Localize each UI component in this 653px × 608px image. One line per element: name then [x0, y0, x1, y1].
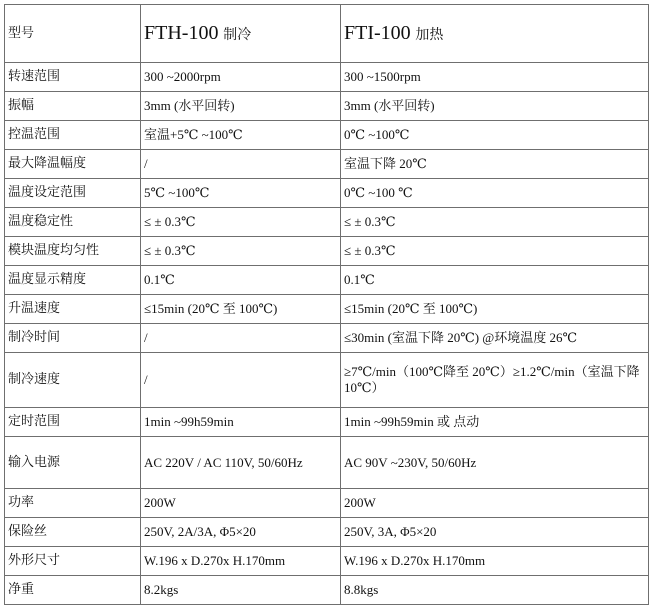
table-row [5, 121, 649, 150]
fth-value: 300 ~2000rpm [141, 63, 341, 92]
fti-value: 8.8kgs [341, 576, 649, 605]
row-label: 净重 [5, 576, 141, 605]
table-header-row [5, 5, 649, 63]
row-label: 升温速度 [5, 295, 141, 324]
spec-table [4, 4, 649, 605]
header-fth-cell [141, 5, 341, 63]
table-row [5, 63, 649, 92]
fth-value: / [141, 353, 341, 408]
header-label: 型号 [5, 5, 141, 63]
header-fti-cell [341, 5, 649, 63]
fth-value: ≤ ± 0.3℃ [141, 208, 341, 237]
row-label: 定时范围 [5, 408, 141, 437]
fth-value: ≤15min (20℃ 至 100℃) [141, 295, 341, 324]
row-label: 温度稳定性 [5, 208, 141, 237]
row-label: 控温范围 [5, 121, 141, 150]
fti-value: 300 ~1500rpm [341, 63, 649, 92]
fth-value: 3mm (水平回转) [141, 92, 341, 121]
fth-value: 室温+5℃ ~100℃ [141, 121, 341, 150]
fti-value: 3mm (水平回转) [341, 92, 649, 121]
row-label: 外形尺寸 [5, 547, 141, 576]
table-row [5, 437, 649, 489]
fti-value: 0.1℃ [341, 266, 649, 295]
table-row [5, 408, 649, 437]
row-label: 温度设定范围 [5, 179, 141, 208]
fti-value: 0℃ ~100℃ [341, 121, 649, 150]
table-row [5, 92, 649, 121]
fti-value: ≤ ± 0.3℃ [341, 208, 649, 237]
table-row [5, 489, 649, 518]
fti-value: 200W [341, 489, 649, 518]
fti-value: 1min ~99h59min 或 点动 [341, 408, 649, 437]
row-label: 最大降温幅度 [5, 150, 141, 179]
fti-value: ≤15min (20℃ 至 100℃) [341, 295, 649, 324]
fti-value: W.196 x D.270x H.170mm [341, 547, 649, 576]
fth-model-name: FTH-100 [144, 21, 219, 44]
fti-value: ≤ ± 0.3℃ [341, 237, 649, 266]
table-row [5, 324, 649, 353]
row-label: 温度显示精度 [5, 266, 141, 295]
fti-value: AC 90V ~230V, 50/60Hz [341, 437, 649, 489]
row-label: 输入电源 [5, 437, 141, 489]
row-label: 制冷速度 [5, 353, 141, 408]
table-row [5, 576, 649, 605]
fti-value: 0℃ ~100 ℃ [341, 179, 649, 208]
fth-value: 8.2kgs [141, 576, 341, 605]
table-row [5, 295, 649, 324]
fth-value: 0.1℃ [141, 266, 341, 295]
fth-value: / [141, 324, 341, 353]
table-row [5, 150, 649, 179]
row-label: 保险丝 [5, 518, 141, 547]
fth-value: 250V, 2A/3A, Φ5×20 [141, 518, 341, 547]
table-row [5, 518, 649, 547]
fti-value: 250V, 3A, Φ5×20 [341, 518, 649, 547]
fth-model-type: 制冷 [223, 26, 252, 43]
fti-value: ≥7℃/min（100℃降至 20℃）≥1.2℃/min（室温下降 10℃） [341, 353, 649, 408]
row-label: 振幅 [5, 92, 141, 121]
row-label: 转速范围 [5, 63, 141, 92]
table-row [5, 208, 649, 237]
fth-value: W.196 x D.270x H.170mm [141, 547, 341, 576]
row-label: 制冷时间 [5, 324, 141, 353]
table-row [5, 353, 649, 408]
fth-value: / [141, 150, 341, 179]
fti-value: ≤30min (室温下降 20℃) @环境温度 26℃ [341, 324, 649, 353]
row-label: 功率 [5, 489, 141, 518]
fti-value: 室温下降 20℃ [341, 150, 649, 179]
table-row [5, 266, 649, 295]
fth-value: AC 220V / AC 110V, 50/60Hz [141, 437, 341, 489]
fth-value: 1min ~99h59min [141, 408, 341, 437]
row-label: 模块温度均匀性 [5, 237, 141, 266]
table-row [5, 179, 649, 208]
fth-value: ≤ ± 0.3℃ [141, 237, 341, 266]
fti-model-name: FTI-100 [344, 21, 411, 44]
fth-value: 200W [141, 489, 341, 518]
table-row [5, 237, 649, 266]
fth-value: 5℃ ~100℃ [141, 179, 341, 208]
table-row [5, 547, 649, 576]
fti-model-type: 加热 [415, 26, 444, 43]
